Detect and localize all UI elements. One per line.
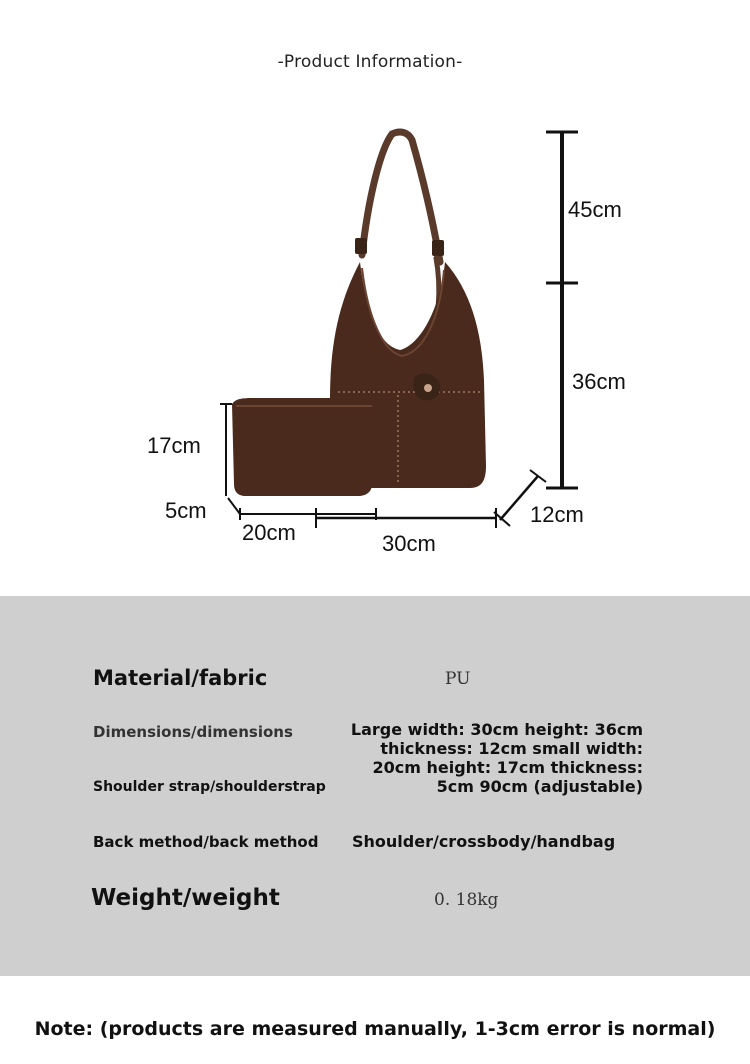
large-thickness-label: 12cm	[530, 502, 584, 527]
back-method-value: Shoulder/crossbody/handbag	[352, 832, 616, 851]
dimensions-value: Large width: 30cm height: 36cm thickness: 12cm small width: 20cm height: 17cm thickness: 5cm 90cm (adjustable)	[350, 720, 643, 796]
snap-button	[424, 384, 432, 392]
back-method-label: Back method/back method	[93, 833, 319, 851]
measurement-note: Note: (products are measured manually, 1-3cm error is normal)	[34, 1018, 716, 1040]
large-width-label: 30cm	[382, 531, 436, 556]
shoulder-strap-label: Shoulder strap/shoulderstrap	[93, 779, 326, 795]
large-height-label: 36cm	[572, 369, 626, 394]
small-width-label: 20cm	[242, 520, 296, 545]
small-height-label: 17cm	[147, 433, 201, 458]
strap-drop-label: 45cm	[568, 197, 622, 222]
weight-value: 0. 18kg	[434, 890, 499, 910]
small-thickness-line	[228, 498, 240, 514]
material-label: Material/fabric	[93, 666, 268, 690]
strap-buckle-right	[432, 240, 444, 256]
page-title: -Product Information-	[277, 52, 463, 72]
shoulder-strap	[362, 132, 440, 262]
small-pouch-body	[232, 398, 374, 496]
dimensions-label: Dimensions/dimensions	[93, 723, 293, 741]
strap-buckle-left	[355, 238, 367, 254]
weight-label: Weight/weight	[91, 885, 280, 911]
material-value: PU	[445, 669, 471, 689]
small-thickness-label: 5cm	[165, 498, 207, 523]
